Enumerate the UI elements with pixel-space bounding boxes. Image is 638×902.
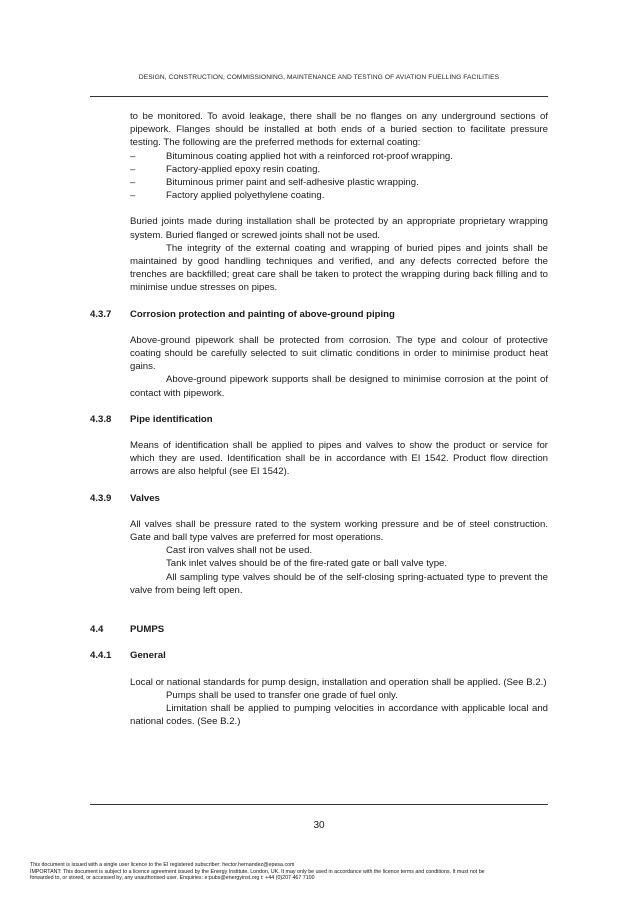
list-item: – Factory-applied epoxy resin coating. [130,163,321,175]
page-number: 30 [313,820,325,831]
list-item: – Factory applied polyethylene coating. [130,190,325,202]
intro-paragraph-3: The integrity of the external coating and wrapping of buried pipes and joints shall be maintained by good handling techniques and verified, and any defects corrected before the trenches are backfilled; great care shall be taken to protect the wrapping during back filling and to minimise undue stresses on pipes. [130,242,548,294]
intro-paragraph-1: to be monitored. To avoid leakage, there shall be no flanges on any underground sections of pipework. Flanges should be installed at both ends of a buried section to facilitate pressure testing. The following are the preferred methods for external coating: [130,111,548,149]
header-rule [90,96,548,97]
section-heading-4-3-9: 4.3.9 Valves [90,492,160,504]
list-item: – Bituminous primer paint and self-adhesive plastic wrapping. [130,177,419,189]
section-4-3-9-body: All valves shall be pressure rated to the system working pressure and be of steel construction. Gate and ball type valves are preferred for most operations. Cast iron valves shall not be used. Tank inlet valves should be of the fire-rated gate or ball valve type. All sampling type valves should be of the self-closing spring-actuated type to prevent the valve from being left open. [130,518,548,596]
section-4-3-7-body: Above-ground pipework shall be protected from corrosion. The type and colour of protective coating should be carefully selected to suit climatic conditions in order to minimise product heat gains. Above-ground pipework supports shall be designed to minimise corrosion at the point of contact with pipework. [130,334,548,399]
intro-paragraph-2: Buried joints made during installation shall be protected by an appropriate proprietary wrapping system. Buried flanged or screwed joints shall not be used. [130,216,548,241]
section-heading-4-3-7: 4.3.7 Corrosion protection and painting of above-ground piping [90,308,395,320]
section-4-4-1-body: Local or national standards for pump design, installation and operation shall be applied. (See B.2.) Pumps shall be used to transfer one grade of fuel only. Limitation shall be applied to pumping velocities in accordance with applicable local and national codes. (See B.2.) [130,676,548,728]
section-heading-4-3-8: 4.3.8 Pipe identification [90,413,213,425]
section-heading-4-4: 4.4 PUMPS [90,624,165,636]
section-4-3-8-body: Means of identification shall be applied to pipes and valves to show the product or service for which they are used. Identification shall be in accordance with EI 1542. Product flow direction arrows are also helpful (see EI 1542). [130,440,548,478]
section-heading-4-4-1: 4.4.1 General [90,650,166,662]
intro-section [130,110,548,295]
running-header: DESIGN, CONSTRUCTION, COMMISSIONING, MAINTENANCE AND TESTING OF AVIATION FUELLING FACILITIES [138,74,500,81]
list-item: – Bituminous coating applied hot with a reinforced rot-proof wrapping. [130,150,453,162]
page-content [90,110,548,728]
footer-rule [90,804,548,805]
licence-footer: This document is issued with a single user licence to the EI registered subscriber: hector.hernandez@epesa.com IMPORTANT: This document is subject to a licence agreement issued by the Energy Institute, London, UK. It may only be used in accordance with the licence terms and conditions. It must not be forwarded to, or stored, or accessed by, any unauthorised user. Enquiries: e:pubs@energyinst.org t: +44 (0)207 467 7100 [30,862,485,882]
